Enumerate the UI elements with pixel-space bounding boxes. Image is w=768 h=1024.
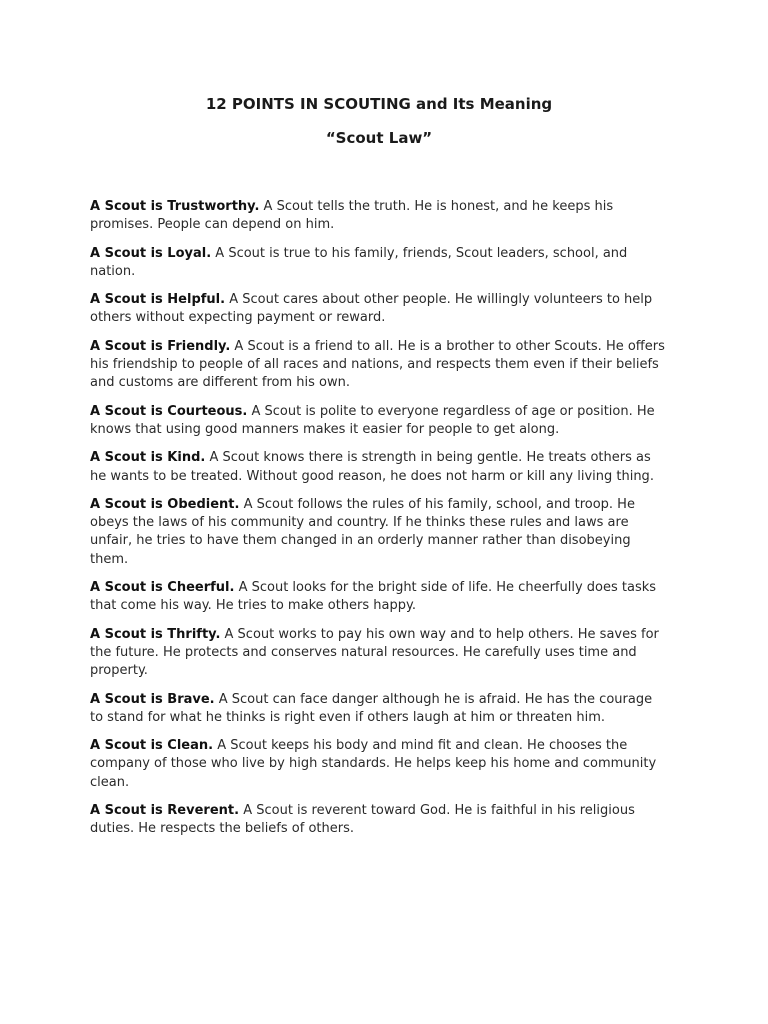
law-paragraph-helpful [90, 291, 668, 328]
law-heading: A Scout is Courteous. [90, 403, 248, 419]
law-description: A Scout looks for the bright side of life. He cheerfully does tasks that come his way. He tries to make others happy. [90, 580, 657, 614]
law-paragraph-trustworthy [90, 198, 668, 235]
law-paragraph-courteous [90, 403, 668, 440]
law-heading: A Scout is Reverent. [90, 803, 240, 819]
law-description: A Scout knows there is strength in being gentle. He treats others as he wants to be treated. Without good reason, he does not harm or kill any living thing. [90, 450, 654, 484]
law-heading: A Scout is Thrifty. [90, 626, 221, 642]
law-paragraph-thrifty [90, 626, 668, 681]
law-description: A Scout works to pay his own way and to help others. He saves for the future. He protects and conserves natural resources. He carefully uses time and property. [90, 626, 659, 679]
law-paragraph-obedient [90, 496, 668, 569]
law-heading: A Scout is Clean. [90, 738, 214, 754]
document-subtitle: “Scout Law” [325, 129, 433, 147]
law-paragraph-friendly [90, 338, 668, 393]
law-heading: A Scout is Friendly. [90, 338, 231, 354]
law-description: A Scout is true to his family, friends, Scout leaders, school, and nation. [90, 245, 628, 279]
law-heading: A Scout is Helpful. [90, 292, 226, 308]
law-heading: A Scout is Brave. [90, 691, 215, 707]
document-title: 12 POINTS IN SCOUTING and Its Meaning [205, 95, 553, 113]
law-heading: A Scout is Loyal. [90, 245, 212, 261]
law-paragraph-clean [90, 737, 668, 792]
law-paragraph-kind [90, 449, 668, 486]
law-heading: A Scout is Obedient. [90, 496, 240, 512]
law-description: A Scout tells the truth. He is honest, and he keeps his promises. People can depend on him. [90, 199, 614, 233]
law-description: A Scout is reverent toward God. He is faithful in his religious duties. He respects the beliefs of others. [90, 803, 635, 837]
law-description: A Scout follows the rules of his family, school, and troop. He obeys the laws of his community and country. If he thinks these rules and laws are unfair, he tries to have them changed in an orderly manner rather than disobeying them. [90, 496, 635, 567]
law-description: A Scout is polite to everyone regardless of age or position. He knows that using good manners makes it easier for people to get along. [90, 403, 655, 437]
law-paragraph-reverent [90, 802, 668, 839]
law-description: A Scout keeps his body and mind fit and clean. He chooses the company of those who live by high standards. He helps keep his home and community clean. [90, 738, 657, 790]
law-description: A Scout is a friend to all. He is a brother to other Scouts. He offers his friendship to people of all races and nations, and respects them even if their beliefs and customs are different from his own. [90, 338, 665, 391]
law-description: A Scout cares about other people. He willingly volunteers to help others without expecting payment or reward. [90, 292, 653, 326]
law-description: A Scout can face danger although he is afraid. He has the courage to stand for what he thinks is right even if others laugh at him or threaten him. [90, 691, 653, 725]
law-heading: A Scout is Trustworthy. [90, 199, 260, 214]
law-paragraph-brave [90, 691, 668, 728]
scout-law-list [90, 198, 668, 839]
law-paragraph-loyal [90, 245, 668, 282]
law-paragraph-cheerful [90, 579, 668, 616]
law-heading: A Scout is Kind. [90, 450, 206, 466]
law-heading: A Scout is Cheerful. [90, 580, 235, 596]
